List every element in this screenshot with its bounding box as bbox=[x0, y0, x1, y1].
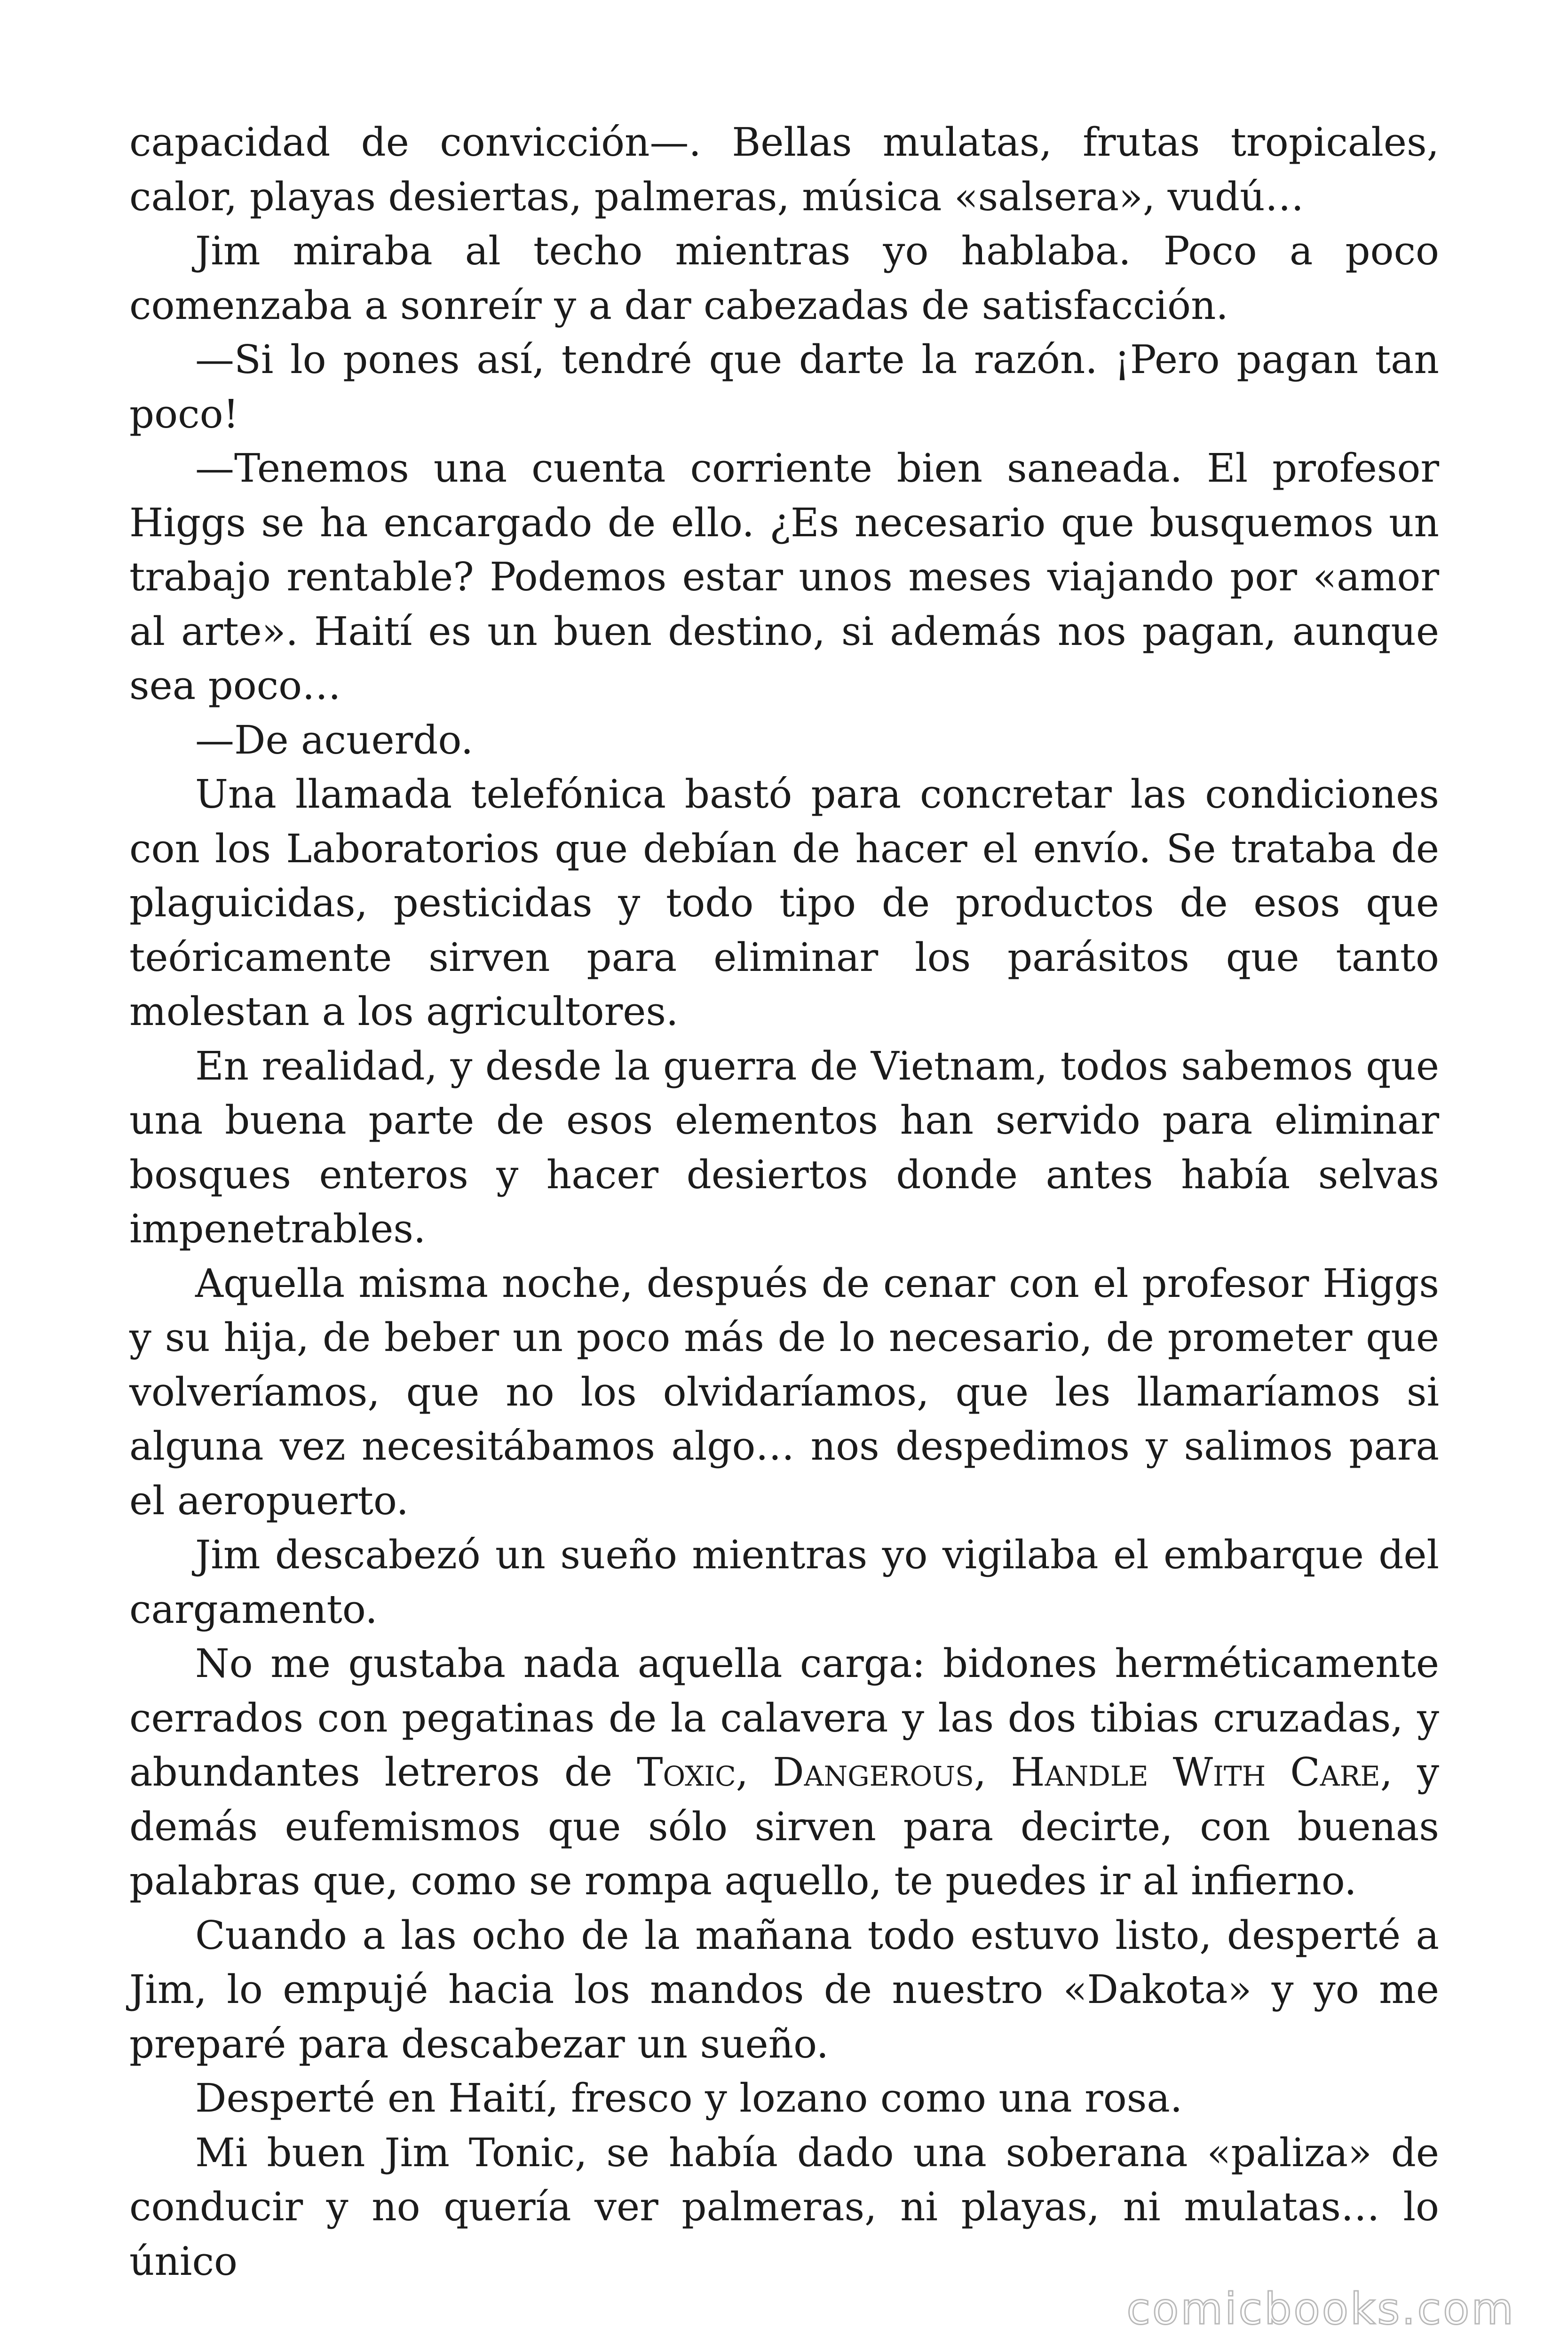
paragraph: Cuando a las ocho de la mañana todo estuvo listo, desperté a Jim, lo empujé hacia los mandos de nuestro «Dakota» y yo me preparé para descabezar un sueño. bbox=[129, 1912, 1439, 2067]
paragraph: Jim miraba al techo mientras yo hablaba. Poco a poco comenzaba a sonreír y a dar cabezadas de satisfacción. bbox=[129, 228, 1439, 328]
separator: , bbox=[974, 1749, 1011, 1795]
separator: , bbox=[736, 1749, 773, 1795]
paragraph: —De acuerdo. bbox=[195, 717, 474, 763]
cargo-text-after: , y demás eufemismos que sólo sirven para decirte, con buenas palabras que, como se rompa aquello, te puedes ir al infierno. bbox=[129, 1749, 1439, 1904]
paragraph: En realidad, y desde la guerra de Vietnam, todos sabemos que una buena parte de esos elementos han servido para eliminar bosques enteros y hacer desiertos donde antes había selvas impenetrables. bbox=[129, 1043, 1439, 1252]
page-body bbox=[129, 115, 1439, 2288]
cargo-text-before: No me gustaba nada aquella carga: bidones herméticamente cerrados con pegatinas de la calavera y las dos tibias cruzadas, y abundantes letreros de bbox=[129, 1641, 1439, 1795]
paragraph: Mi buen Jim Tonic, se había dado una soberana «paliza» de conducir y no quería ver palmeras, ni playas, ni mulatas… lo único bbox=[129, 2130, 1439, 2284]
watermark: comicbooks.com bbox=[1126, 2284, 1515, 2334]
paragraph: —Si lo pones así, tendré que darte la razón. ¡Pero pagan tan poco! bbox=[129, 337, 1439, 437]
paragraph: Desperté en Haití, fresco y lozano como una rosa. bbox=[195, 2075, 1183, 2121]
paragraph: Jim descabezó un sueño mientras yo vigilaba el embarque del cargamento. bbox=[129, 1532, 1439, 1632]
cargo-paragraph bbox=[129, 1637, 1439, 1908]
paragraph: Aquella misma noche, después de cenar con el profesor Higgs y su hija, de beber un poco más de lo necesario, de prometer que volveríamos, que no los olvidaríamos, que les llamaríamos si alguna vez necesitábamos algo… nos despedimos y salimos para el aeropuerto. bbox=[129, 1260, 1439, 1524]
label-toxic: Toxic bbox=[637, 1749, 736, 1795]
paragraph: Una llamada telefónica bastó para concretar las condiciones con los Laboratorios que debían de hacer el envío. Se trataba de plaguicidas, pesticidas y todo tipo de productos de esos que teóricamente sirven para eliminar los parásitos que tanto molestan a los agricultores. bbox=[129, 771, 1439, 1034]
label-handle-with-care: Handle With Care bbox=[1011, 1749, 1380, 1795]
paragraph: —Tenemos una cuenta corriente bien saneada. El profesor Higgs se ha encargado de ello. ¿Es necesario que busquemos un trabajo rentable? Podemos estar unos meses viajando por «amor al arte». Haití es un buen destino, si además nos pagan, aunque sea poco… bbox=[129, 445, 1439, 708]
label-dangerous: Dangerous bbox=[773, 1749, 974, 1795]
paragraph: capacidad de convicción—. Bellas mulatas, frutas tropicales, calor, playas desiertas, palmeras, música «salsera», vudú… bbox=[129, 119, 1439, 220]
